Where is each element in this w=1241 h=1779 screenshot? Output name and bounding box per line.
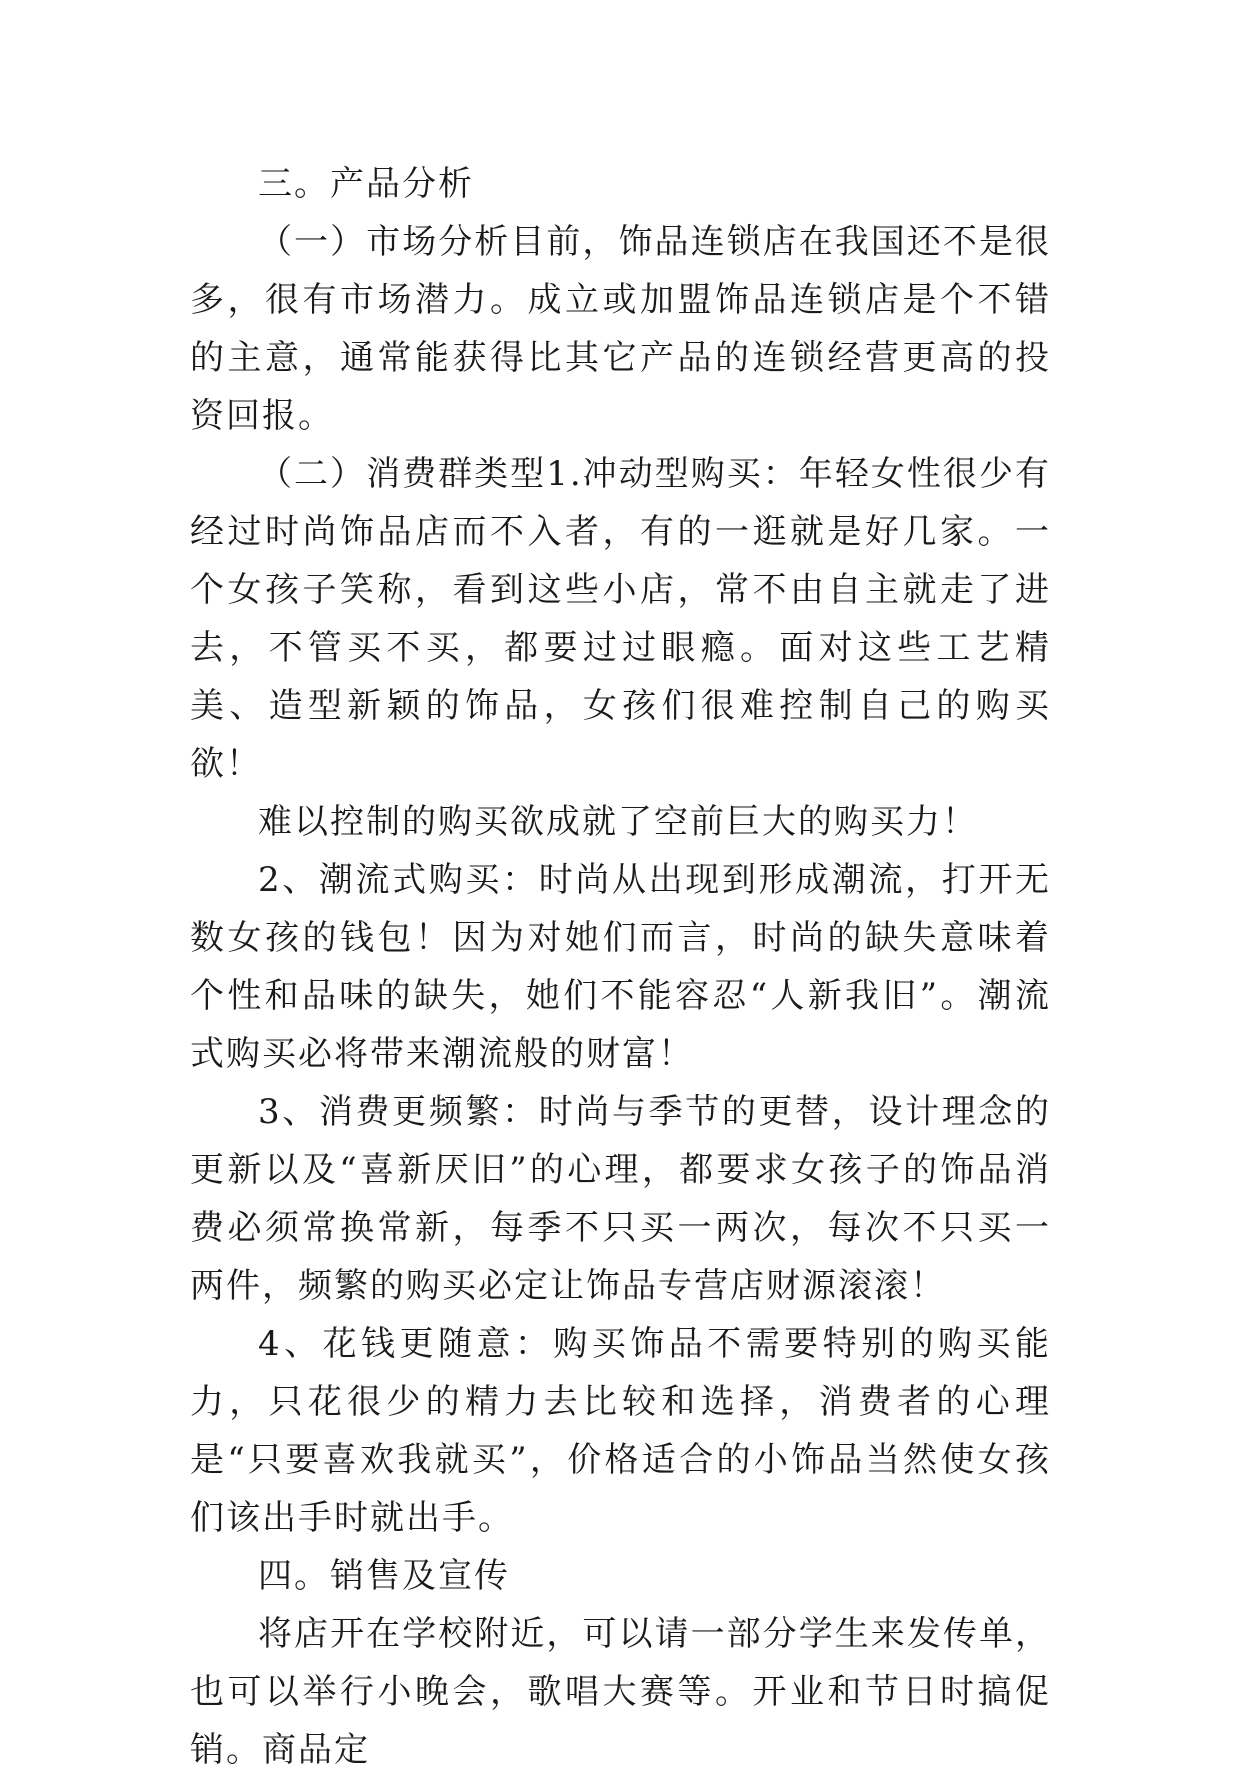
paragraph-purchasing-power: 难以控制的购买欲成就了空前巨大的购买力！ <box>258 802 978 842</box>
paragraph-casual-spending: 4、花钱更随意：购买饰品不需要特别的购买能力，只花很少的精力去比较和选择，消费者的心理是“只要喜欢我就买”，价格适合的小饰品当然使女孩们该出手时就出手。 <box>190 1324 1051 1538</box>
paragraph-market-analysis: （一）市场分析目前，饰品连锁店在我国还不是很多，很有市场潜力。成立或加盟饰品连锁店是个不错的主意，通常能获得比其它产品的连锁经营更高的投资回报。 <box>190 222 1051 436</box>
paragraph-trend-purchase: 2、潮流式购买：时尚从出现到形成潮流，打开无数女孩的钱包！因为对她们而言，时尚的缺失意味着个性和品味的缺失，她们不能容忍“人新我旧”。潮流式购买必将带来潮流般的财富！ <box>190 860 1051 1074</box>
section-heading-product-analysis: 三。产品分析 <box>258 164 474 204</box>
paragraph-sales-promotion: 将店开在学校附近，可以请一部分学生来发传单，也可以举行小晚会，歌唱大赛等。开业和节日时搞促销。商品定 <box>190 1614 1051 1770</box>
section-heading-sales-promotion: 四。销售及宣传 <box>258 1556 510 1596</box>
document-body <box>190 155 1051 1779</box>
paragraph-frequent-consumption: 3、消费更频繁：时尚与季节的更替，设计理念的更新以及“喜新厌旧”的心理，都要求女孩子的饰品消费必须常换常新，每季不只买一两次，每次不只买一两件，频繁的购买必定让饰品专营店财源滚滚！ <box>190 1092 1051 1306</box>
paragraph-consumer-types: （二）消费群类型1.冲动型购买：年轻女性很少有经过时尚饰品店而不入者，有的一逛就是好几家。一个女孩子笑称，看到这些小店，常不由自主就走了进去，不管买不买，都要过过眼瘾。面对这些工艺精美、造型新颖的饰品，女孩们很难控制自己的购买欲！ <box>190 454 1051 784</box>
